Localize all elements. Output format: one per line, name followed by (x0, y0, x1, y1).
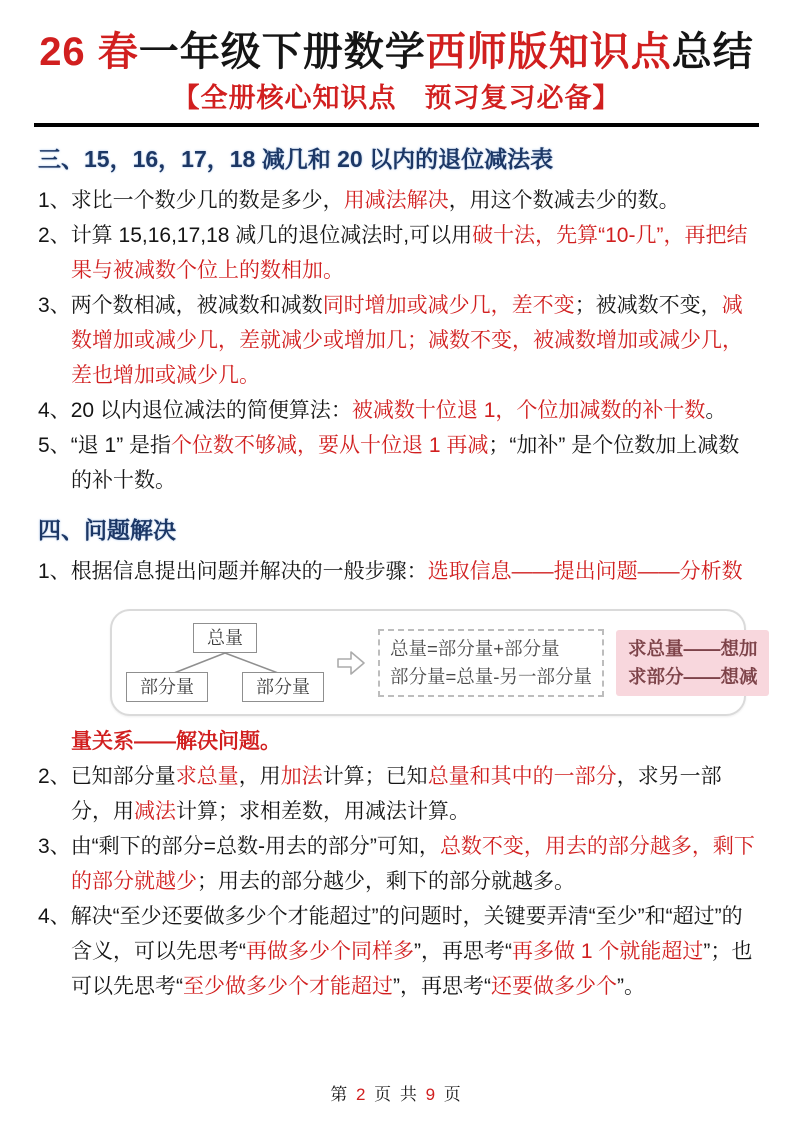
total-box: 总量 (193, 623, 257, 653)
item-text: 根据信息提出问题并解决的一般步骤：选取信息——提出问题——分析数 (70, 560, 743, 583)
item-text: 计算 15,16,17,18 减几的退位减法时,可以用破十法，先算“10-几”，再把结果与被减数个位上的数相加。 (70, 224, 748, 282)
note-line: 求总量——想加 (627, 637, 758, 659)
item-number: 3、 (38, 294, 71, 317)
page-subtitle: 【全册核心知识点 预习复习必备】 (172, 83, 621, 113)
list-item (38, 759, 758, 829)
page-number: 第 2 页 共 9 页 (330, 1085, 463, 1104)
item-text: 两个数相减，被减数和减数同时增加或减少几，差不变；被减数不变，减数增加或减少几，差就减少或增加几；减数不变，被减数增加或减少几，差也增加或减少几。 (70, 294, 743, 387)
tree-children (126, 672, 324, 702)
section-heading-4: 四、问题解决 (38, 517, 176, 543)
list-item (38, 218, 758, 288)
formula-box (378, 629, 604, 697)
list-item (38, 899, 758, 1004)
list-item (38, 183, 758, 218)
item-number: 1、 (38, 560, 71, 583)
item-number: 4、 (38, 905, 71, 928)
formula-line: 总量=部分量+部分量 (390, 637, 560, 659)
item-text: “退 1” 是指个位数不够减，要从十位退 1 再减；“加补” 是个位数加上减数的补十数。 (70, 434, 740, 492)
note-line: 求部分——想减 (627, 665, 758, 687)
part-box-right: 部分量 (242, 672, 324, 702)
list-item (38, 428, 758, 498)
item-number: 3、 (38, 835, 71, 858)
right-arrow-icon (336, 649, 366, 677)
tree-connector-lines (126, 652, 324, 674)
list-item (38, 393, 758, 428)
strategy-note-box (616, 630, 770, 696)
item-continuation: 量关系——解决问题。 (71, 730, 281, 753)
list-item (38, 288, 758, 393)
item-text: 已知部分量求总量，用加法计算；已知总量和其中的一部分，求另一部分，用减法计算；求相差数，用减法计算。 (70, 765, 722, 823)
page-title: 26 春一年级下册数学西师版知识点总结 (39, 30, 754, 74)
tree-top-node (126, 623, 324, 653)
formula-line: 部分量=总量-另一部分量 (390, 665, 592, 687)
item-text: 由“剩下的部分=总数-用去的部分”可知，总数不变，用去的部分越多，剩下的部分就越少；用去的部分越少，剩下的部分就越多。 (70, 835, 755, 893)
item-number: 1、 (38, 189, 71, 212)
list-item (38, 829, 758, 899)
item-text: 20 以内退位减法的简便算法：被减数十位退 1，个位加减数的补十数。 (70, 399, 727, 422)
item-number: 5、 (38, 434, 71, 457)
part-whole-diagram (110, 609, 758, 716)
item-text: 求比一个数少几的数是多少，用减法解决，用这个数减去少的数。 (70, 189, 680, 212)
part-box-left: 部分量 (126, 672, 208, 702)
list-item (38, 554, 758, 589)
item-text: 解决“至少还要做多少个才能超过”的问题时，关键要弄清“至少”和“超过”的含义，可以先思考“再做多少个同样多”，再思考“再多做 1 个就能超过”；也可以先思考“至少做多少个才能超过”，再思考“还要做多少个”。 (70, 905, 753, 998)
item-number: 4、 (38, 399, 71, 422)
part-whole-tree (126, 623, 324, 702)
item-number: 2、 (38, 224, 71, 247)
page-content (38, 127, 758, 1004)
item-number: 2、 (38, 765, 71, 788)
section-heading-3: 三、15，16，17，18 减几和 20 以内的退位减法表 (38, 146, 554, 172)
